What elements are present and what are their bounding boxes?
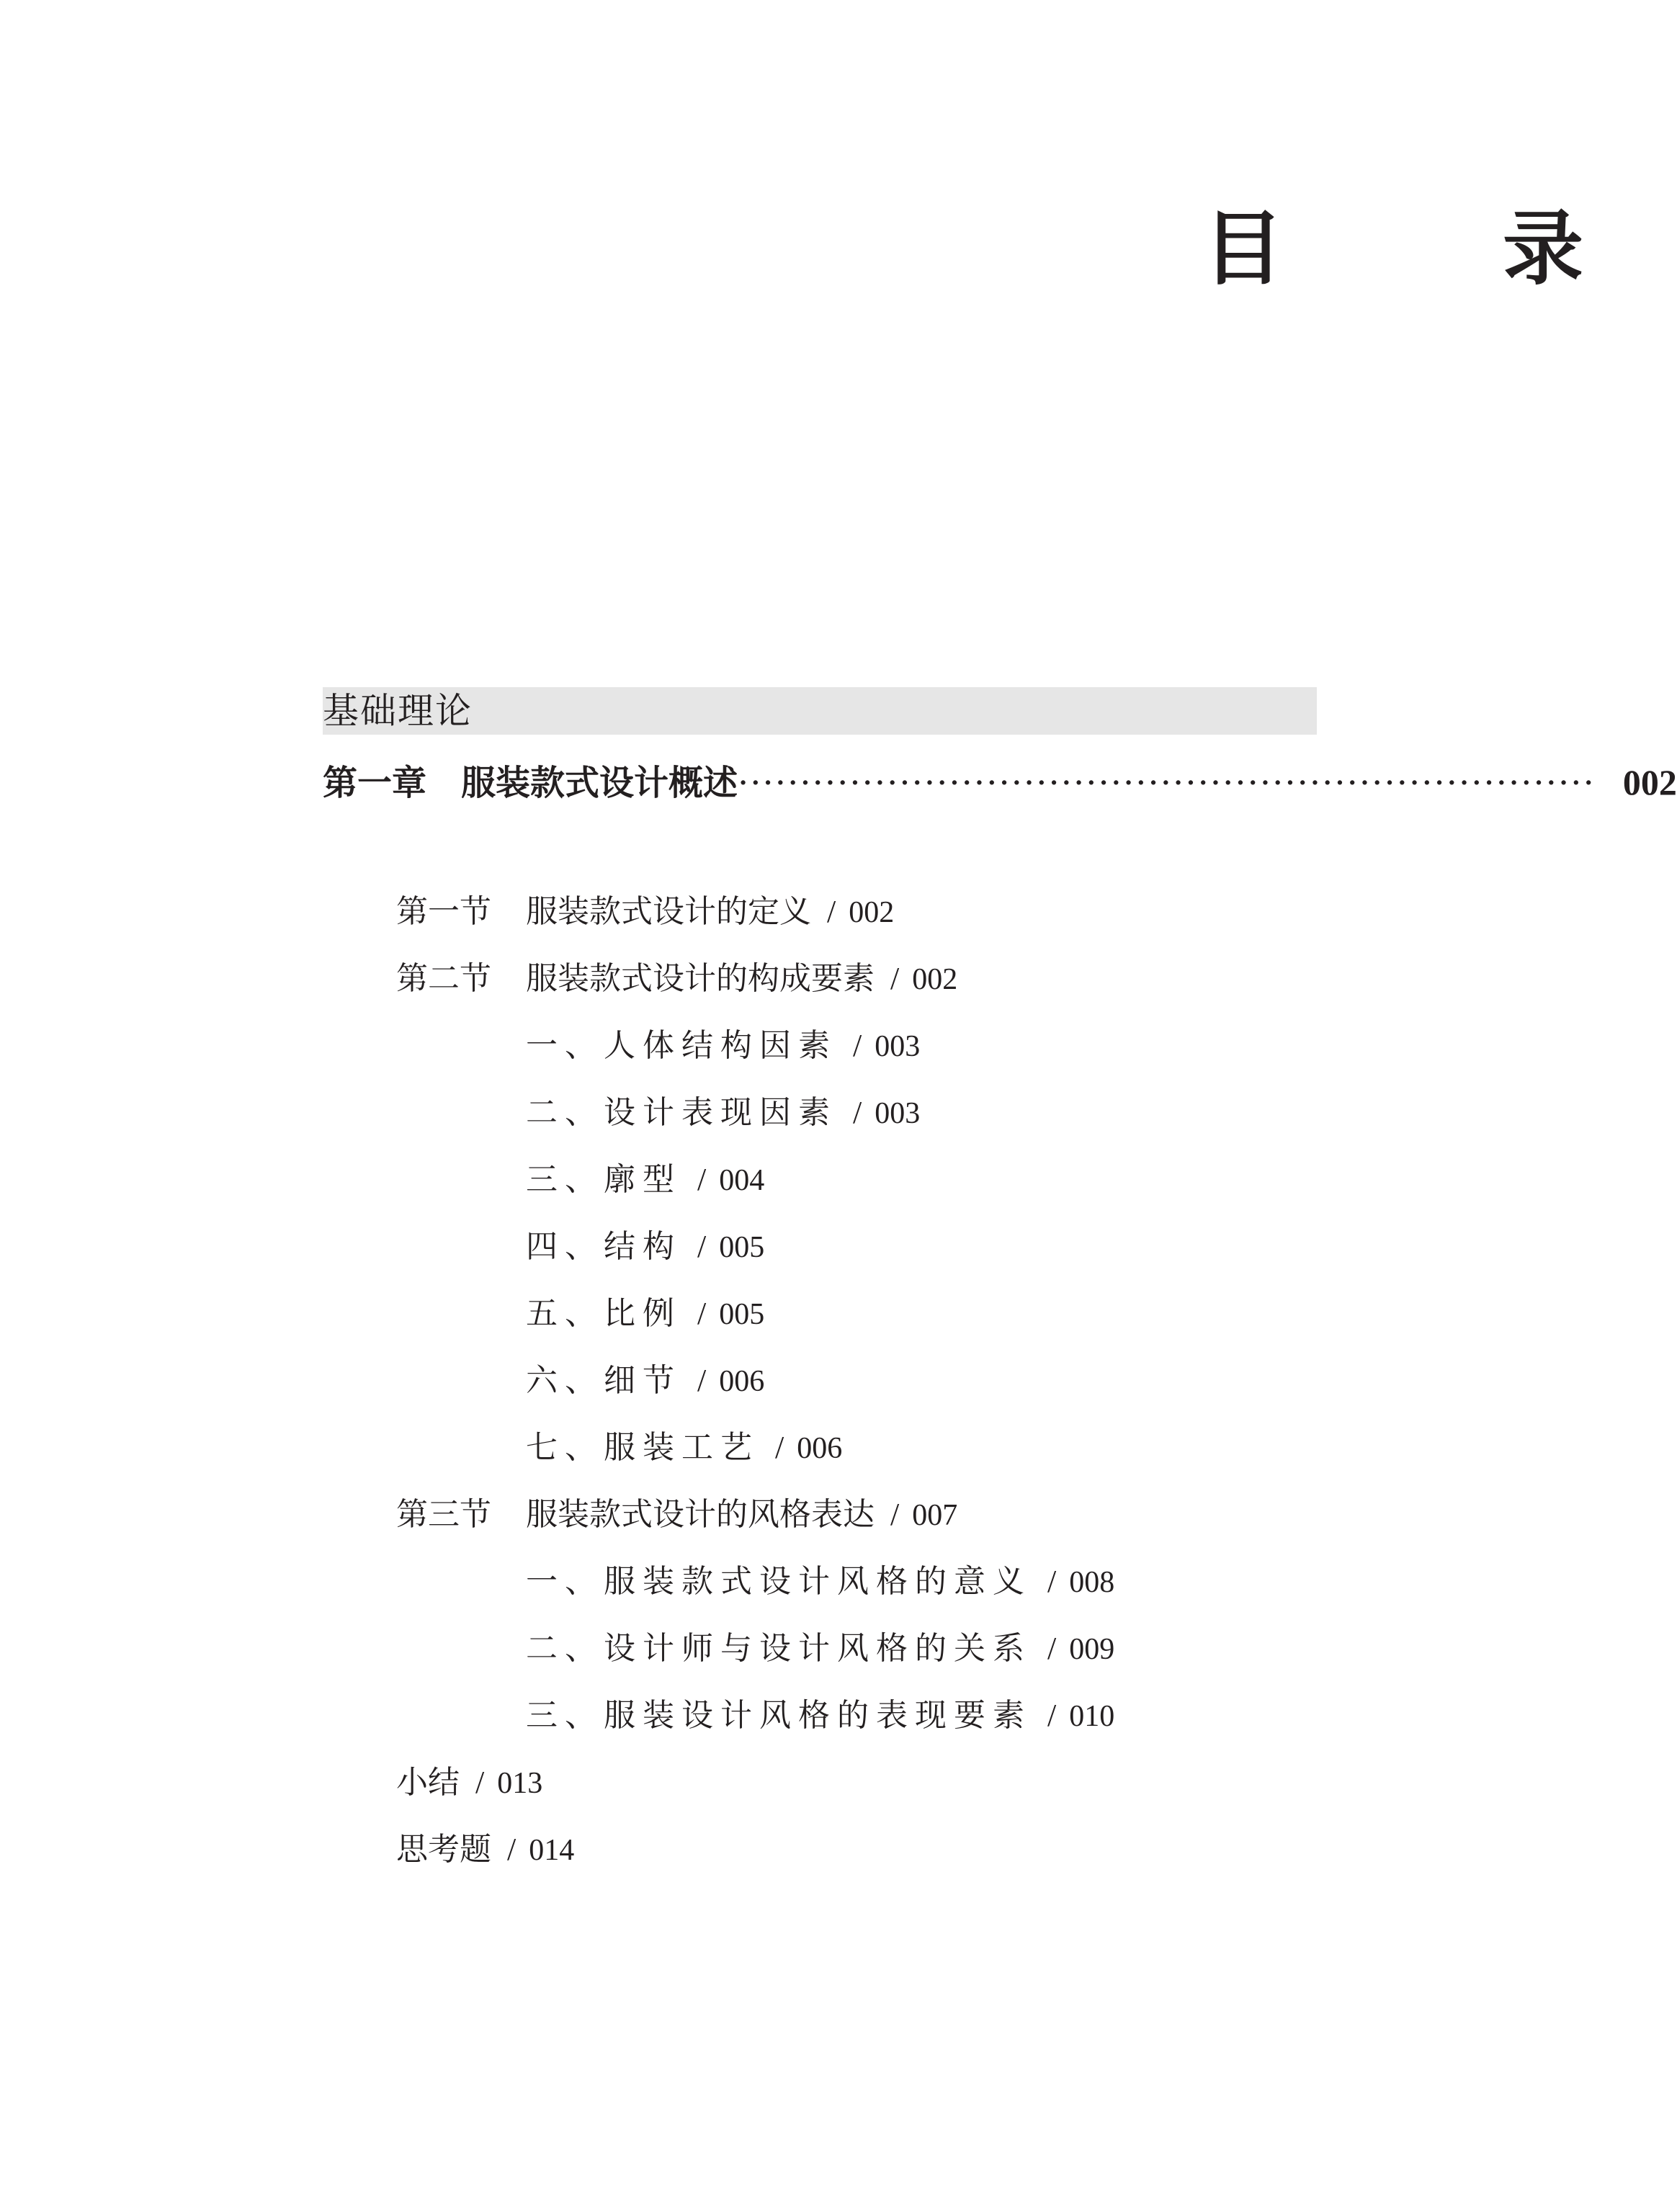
toc-item[interactable] xyxy=(526,1091,920,1134)
page-number: 002 xyxy=(912,963,958,996)
separator: / xyxy=(775,1430,784,1465)
toc-questions[interactable] xyxy=(396,1828,574,1871)
toc-summary[interactable] xyxy=(396,1761,542,1804)
item-title: 一、人体结构因素 xyxy=(526,1027,837,1064)
item-title: 二、设计表现因素 xyxy=(526,1094,837,1131)
page-number: 013 xyxy=(497,1767,543,1800)
page-number: 014 xyxy=(529,1834,575,1867)
chapter-entry[interactable] xyxy=(323,755,1677,805)
toc-section[interactable] xyxy=(396,1493,957,1536)
summary-title: 小结 xyxy=(396,1764,460,1801)
separator: / xyxy=(827,894,836,929)
page-number: 007 xyxy=(912,1499,958,1532)
section-number: 第二节 xyxy=(396,960,491,997)
toc-item[interactable] xyxy=(526,1560,1114,1603)
page-number: 003 xyxy=(875,1030,921,1063)
toc-item[interactable] xyxy=(526,1024,920,1067)
page-number: 002 xyxy=(849,896,895,929)
separator: / xyxy=(697,1229,707,1264)
item-title: 六、细节 xyxy=(526,1362,681,1399)
separator: / xyxy=(853,1095,862,1130)
chapter-page-number: 002 xyxy=(1622,762,1677,802)
section-number: 第三节 xyxy=(396,1496,491,1533)
page-number: 006 xyxy=(797,1432,843,1465)
part-label: 基础理论 xyxy=(323,690,473,732)
section-title: 服装款式设计的风格表达 xyxy=(526,1496,875,1533)
separator: / xyxy=(853,1028,862,1063)
page-number: 009 xyxy=(1069,1633,1115,1666)
item-title: 五、比例 xyxy=(526,1295,681,1332)
separator: / xyxy=(1047,1698,1057,1733)
item-title: 一、服装款式设计风格的意义 xyxy=(526,1563,1032,1600)
toc-section[interactable] xyxy=(396,890,894,933)
toc-item[interactable] xyxy=(526,1225,764,1268)
toc-item[interactable] xyxy=(526,1426,842,1469)
page-number: 005 xyxy=(719,1231,765,1264)
separator: / xyxy=(697,1363,707,1398)
toc-item[interactable] xyxy=(526,1694,1114,1737)
page-title: 目 录 xyxy=(1203,202,1653,296)
separator: / xyxy=(475,1765,485,1800)
toc-item[interactable] xyxy=(526,1627,1114,1670)
toc-item[interactable] xyxy=(526,1158,764,1201)
toc-item[interactable] xyxy=(526,1292,764,1335)
item-title: 七、服装工艺 xyxy=(526,1429,759,1466)
item-title: 二、设计师与设计风格的关系 xyxy=(526,1630,1032,1667)
toc-item[interactable] xyxy=(526,1359,764,1402)
separator: / xyxy=(507,1832,516,1867)
part-heading xyxy=(323,687,1317,735)
page-number: 004 xyxy=(719,1164,765,1197)
chapter-title: 服装款式设计概述 xyxy=(461,763,738,803)
separator: / xyxy=(890,1497,900,1532)
page-number: 006 xyxy=(719,1365,765,1398)
separator: / xyxy=(697,1296,707,1331)
separator: / xyxy=(890,961,900,996)
page-number: 005 xyxy=(719,1298,765,1331)
item-title: 四、结构 xyxy=(526,1228,681,1265)
separator: / xyxy=(1047,1564,1057,1599)
page-number: 008 xyxy=(1069,1566,1115,1599)
questions-title: 思考题 xyxy=(396,1831,491,1868)
item-title: 三、服装设计风格的表现要素 xyxy=(526,1697,1032,1734)
section-title: 服装款式设计的定义 xyxy=(526,893,811,930)
toc-section[interactable] xyxy=(396,957,957,1000)
separator: / xyxy=(697,1162,707,1197)
page-number: 003 xyxy=(875,1097,921,1130)
separator: / xyxy=(1047,1631,1057,1666)
page-number: 010 xyxy=(1069,1700,1115,1733)
section-number: 第一节 xyxy=(396,893,491,930)
chapter-number: 第一章 xyxy=(323,763,427,803)
dot-leader: ····································································· xyxy=(738,763,1596,803)
item-title: 三、廓型 xyxy=(526,1161,681,1198)
section-title: 服装款式设计的构成要素 xyxy=(526,960,875,997)
